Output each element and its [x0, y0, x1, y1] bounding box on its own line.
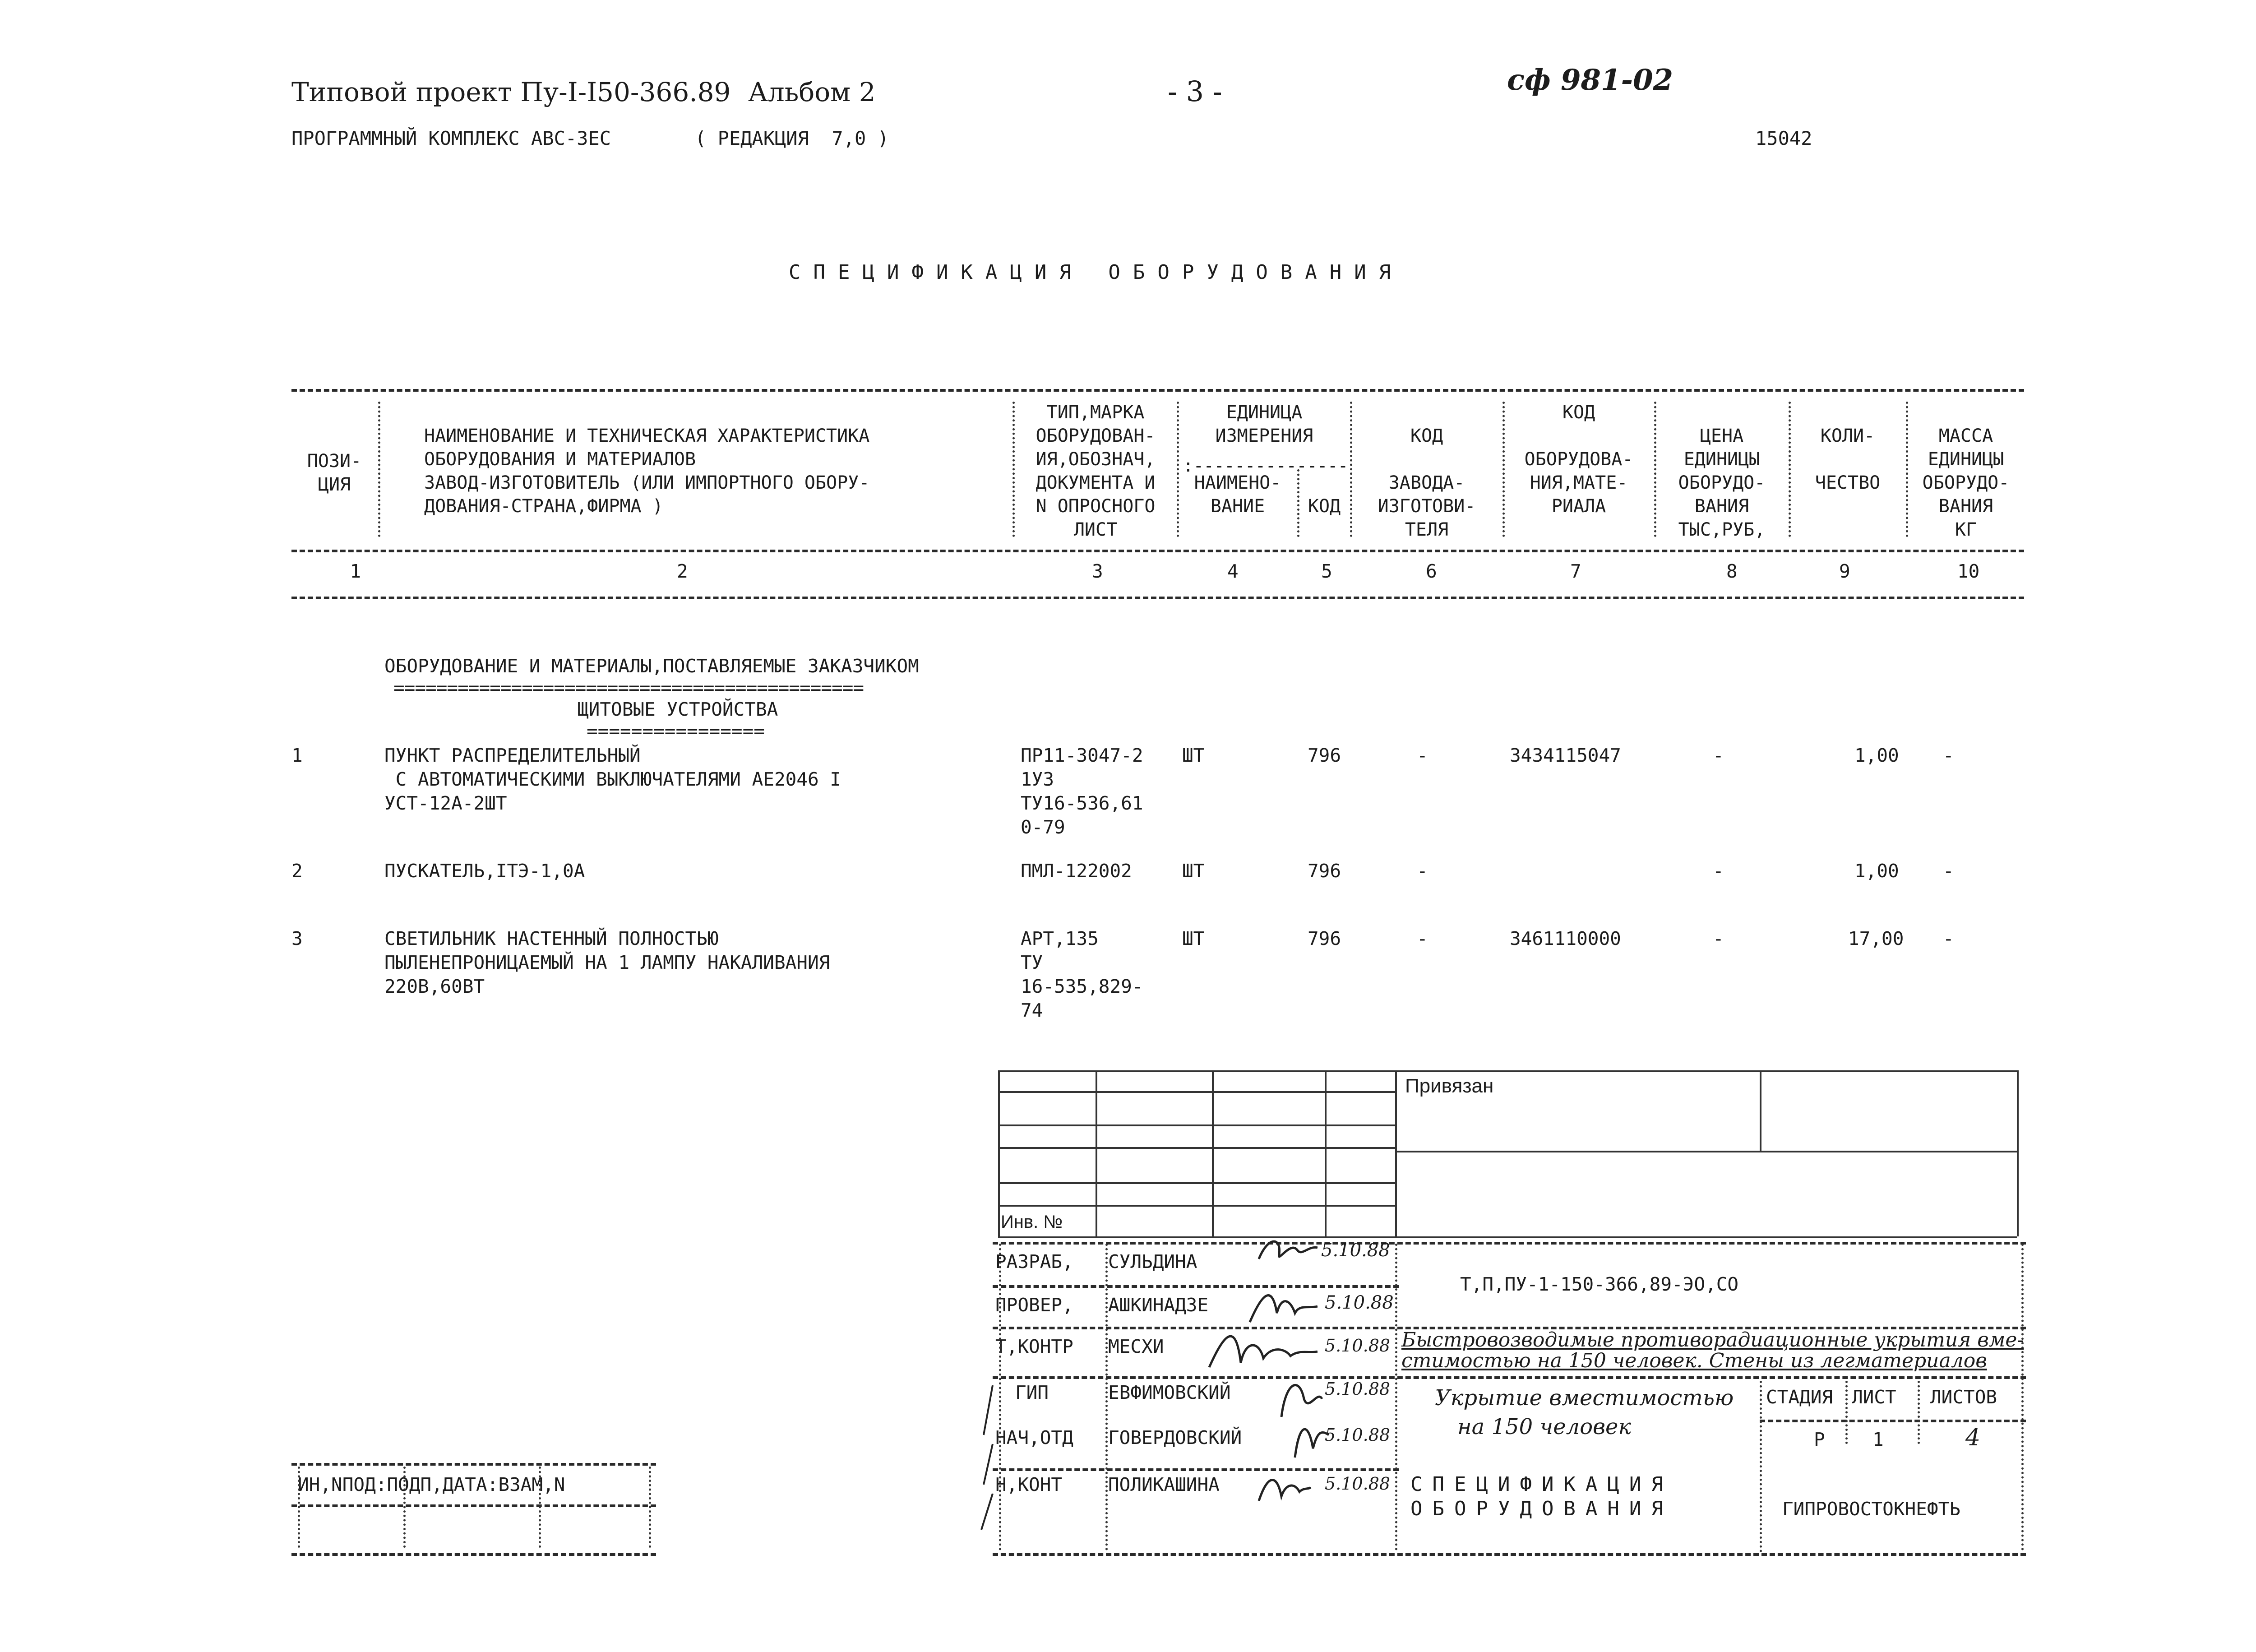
- tb-sheets-value: 4: [1965, 1424, 1981, 1451]
- col-position-header: ПОЗИ- ЦИЯ: [307, 451, 362, 495]
- left-rule: [291, 1463, 656, 1466]
- tb-sheets-label: ЛИСТОВ: [1930, 1386, 1997, 1408]
- col-sep: [378, 402, 380, 537]
- col-number: 3: [1092, 560, 1103, 582]
- tb-organization: ГИПРОВОСТОКНЕФТЬ: [1782, 1498, 1960, 1520]
- grid-line: [998, 1182, 1395, 1184]
- col-maker-code-header: КОД ЗАВОДА- ИЗГОТОВИ- ТЕЛЯ: [1378, 426, 1476, 540]
- tb-doc-code: Т,П,ПУ-1-150-366,89-ЭО,СО: [1460, 1273, 1739, 1295]
- tb-role: РАЗРАБ,: [995, 1251, 1073, 1273]
- item-mass: -: [1943, 860, 1954, 882]
- grid-line: [998, 1070, 1000, 1236]
- col-number: 2: [677, 560, 688, 582]
- item-type: ПР11-3047-2 1У3 ТУ16-536,61 0-79: [1021, 745, 1143, 838]
- tb-sep: [1918, 1381, 1920, 1444]
- col-number: 10: [1957, 560, 1980, 582]
- section-supplied-underline: ============================================: [393, 677, 864, 699]
- item-unit-code: 796: [1308, 928, 1341, 949]
- item-type: АРТ,135 ТУ 16-535,829- 74: [1021, 928, 1143, 1021]
- header-top-rule: [291, 389, 2024, 392]
- item-name: ПУСКАТЕЛЬ,IТЭ-1,0А: [384, 860, 585, 882]
- item-qty: 17,00: [1848, 928, 1904, 949]
- left-block-labels: ИН,NПОД:ПОДП,ДАТА:ВЗАМ,N: [298, 1474, 565, 1495]
- signature-tkontr: [1200, 1322, 1322, 1376]
- tb-desc-line2: стимостью на 150 человек. Стены из легматериалов: [1401, 1349, 1987, 1372]
- col-sep: [1012, 402, 1015, 537]
- left-sep: [403, 1467, 406, 1548]
- tb-name: МЕСХИ: [1108, 1336, 1164, 1357]
- tb-date: 5.10.88: [1325, 1336, 1391, 1356]
- col-number: 5: [1321, 560, 1332, 582]
- tb-rule: [1760, 1420, 2026, 1422]
- tb-sep: [1760, 1381, 1762, 1552]
- tb-rule: [993, 1285, 1399, 1288]
- col-number: 4: [1227, 560, 1239, 582]
- item-maker-code: -: [1417, 928, 1428, 949]
- item-mass: -: [1943, 745, 1954, 766]
- tb-stage-value: Р: [1814, 1429, 1825, 1450]
- tb-name: ГОВЕРДОВСКИЙ: [1108, 1427, 1242, 1448]
- item-qty: 1,00: [1854, 860, 1899, 882]
- col-price-header: ЦЕНА ЕДИНИЦЫ ОБОРУДО- ВАНИЯ ТЫС,РУБ,: [1678, 426, 1766, 540]
- page-number: - 3 -: [1168, 75, 1222, 108]
- album-label: Альбом 2: [748, 77, 876, 107]
- left-sep: [539, 1467, 541, 1548]
- tb-date: 5.10.88: [1325, 1292, 1394, 1313]
- tb-role: ПРОВЕР,: [995, 1294, 1073, 1316]
- grid-line: [1096, 1070, 1097, 1236]
- item-name: СВЕТИЛЬНИК НАСТЕННЫЙ ПОЛНОСТЬЮ ПЫЛЕНЕПРОНИЦАЕМЫЙ НА 1 ЛАМПУ НАКАЛИВАНИЯ 220В,60ВТ: [384, 928, 830, 997]
- col-name-header: НАИМЕНОВАНИЕ И ТЕХНИЧЕСКАЯ ХАРАКТЕРИСТИКА ОБОРУДОВАНИЯ И МАТЕРИАЛОВ ЗАВОД-ИЗГОТОВИТЕЛЬ (ИЛИ ИМПОРТНОГО ОБОРУ- ДОВАНИЯ-СТРАНА,ФИРМА ): [424, 426, 870, 517]
- tb-rule: [993, 1553, 2026, 1556]
- grid-line: [1395, 1151, 2017, 1152]
- item-name: ПУНКТ РАСПРЕДЕЛИТЕЛЬНЫЙ С АВТОМАТИЧЕСКИМИ ВЫКЛЮЧАТЕЛЯМИ АЕ2046 I УСТ-12А-2ШТ: [384, 745, 841, 814]
- tb-sheet-label: ЛИСТ: [1852, 1386, 1896, 1408]
- item-type: ПМЛ-122002: [1021, 860, 1132, 882]
- project-title: Типовой проект Пу-I-I50-366.89: [291, 77, 731, 107]
- software-label: ПРОГРАММНЫЙ КОМПЛЕКС АВС-3ЕС: [291, 127, 611, 149]
- doc-code: 15042: [1755, 127, 1812, 149]
- col-number: 7: [1570, 560, 1581, 582]
- grid-line: [1325, 1070, 1327, 1236]
- grid-line: [998, 1236, 2017, 1238]
- grid-line: [998, 1091, 1395, 1093]
- margin-stroke: [975, 1381, 1002, 1534]
- tb-role: Н,КОНТ: [995, 1474, 1063, 1495]
- tb-role: НАЧ,ОТД: [995, 1427, 1073, 1448]
- item-price: -: [1713, 928, 1724, 949]
- tb-role: ГИП: [1015, 1382, 1049, 1403]
- item-unit: ШТ: [1182, 860, 1205, 882]
- item-qty: 1,00: [1854, 745, 1899, 766]
- grid-line: [1395, 1070, 1397, 1236]
- tb-date: 5.10.88: [1325, 1425, 1391, 1445]
- unit-divider: :---------------: [1183, 456, 1349, 476]
- tb-role: Т,КОНТР: [995, 1336, 1073, 1357]
- item-mass: -: [1943, 928, 1954, 949]
- item-position: 2: [291, 860, 303, 882]
- grid-line: [998, 1070, 2017, 1072]
- left-sep: [649, 1467, 651, 1548]
- item-maker-code: -: [1417, 860, 1428, 882]
- col-number: 8: [1726, 560, 1738, 582]
- tb-stage-label: СТАДИЯ: [1766, 1386, 1833, 1408]
- item-unit-code: 796: [1308, 860, 1341, 882]
- tb-object-line2: на 150 человек: [1457, 1414, 1632, 1439]
- grid-line: [998, 1205, 1395, 1207]
- tb-rule: [993, 1242, 2026, 1245]
- left-rule: [291, 1504, 656, 1507]
- tb-sep: [1105, 1244, 1108, 1550]
- tb-date: 5.10.88: [1321, 1240, 1390, 1261]
- item-equip-code: 3461110000: [1510, 928, 1621, 949]
- signature-nachotd: [1290, 1412, 1331, 1462]
- header-bottom-rule: [291, 550, 2024, 552]
- col-mass-header: МАССА ЕДИНИЦЫ ОБОРУДО- ВАНИЯ КГ: [1922, 426, 2010, 540]
- section-panel: ЩИТОВЫЕ УСТРОЙСТВА: [578, 699, 778, 720]
- section-panel-underline: ================: [587, 720, 765, 742]
- item-unit-code: 796: [1308, 745, 1341, 766]
- left-sep: [298, 1467, 300, 1548]
- grid-line: [1212, 1070, 1214, 1236]
- tb-date: 5.10.88: [1325, 1379, 1391, 1399]
- col-equip-code-header: КОД ОБОРУДОВА- НИЯ,МАТЕ- РИАЛА: [1524, 402, 1633, 517]
- grid-line: [998, 1147, 1395, 1149]
- grid-line: [998, 1124, 1395, 1126]
- tb-sep: [1845, 1381, 1848, 1444]
- item-price: -: [1713, 860, 1724, 882]
- signature-razrab: [1254, 1232, 1322, 1273]
- tb-doc-title-1: СПЕЦИФИКАЦИЯ: [1410, 1473, 1673, 1496]
- tb-name: АШКИНАДЗЕ: [1108, 1294, 1209, 1316]
- column-number-rule: [291, 597, 2024, 599]
- item-unit: ШТ: [1182, 928, 1205, 949]
- tb-name: ПОЛИКАШИНА: [1108, 1474, 1220, 1495]
- tb-desc-line1: Быстровозводимые противорадиационные укрытия вме-: [1401, 1328, 2024, 1351]
- grid-line: [2017, 1070, 2019, 1236]
- tb-rule: [993, 1376, 2026, 1379]
- tb-sep: [1395, 1244, 1397, 1550]
- item-position: 1: [291, 745, 303, 766]
- edition-label: ( РЕДАКЦИЯ 7,0 ): [695, 127, 889, 149]
- col-type-header: ТИП,МАРКА ОБОРУДОВАН- ИЯ,ОБОЗНАЧ, ДОКУМЕНТА И N ОПРОСНОГО ЛИСТ: [1036, 402, 1156, 540]
- col-unit-group-header: ЕДИНИЦА ИЗМЕРЕНИЯ: [1215, 402, 1313, 446]
- tb-sep: [2021, 1244, 2024, 1550]
- item-maker-code: -: [1417, 745, 1428, 766]
- col-number: 6: [1426, 560, 1437, 582]
- attached-label: Привязан: [1405, 1075, 1494, 1097]
- tb-object-line1: Укрытие вместимостью: [1435, 1385, 1734, 1411]
- col-unit-code-header: КОД: [1308, 496, 1341, 517]
- item-unit: ШТ: [1182, 745, 1205, 766]
- grid-line: [1760, 1070, 1761, 1151]
- tb-rule: [993, 1468, 1399, 1471]
- col-number: 1: [350, 560, 361, 582]
- left-rule: [291, 1553, 656, 1556]
- tb-name: ЕВФИМОВСКИЙ: [1108, 1382, 1231, 1403]
- tb-sheet-value: 1: [1872, 1429, 1884, 1450]
- section-supplied: ОБОРУДОВАНИЕ И МАТЕРИАЛЫ,ПОСТАВЛЯЕМЫЕ ЗАКАЗЧИКОМ: [384, 655, 919, 677]
- col-unit-name-header: НАИМЕНО- ВАНИЕ: [1194, 472, 1281, 517]
- archive-stamp: сф 981-02: [1507, 63, 1674, 97]
- item-position: 3: [291, 928, 303, 949]
- item-equip-code: 3434115047: [1510, 745, 1621, 766]
- tb-doc-title-2: ОБОРУДОВАНИЯ: [1410, 1497, 1673, 1520]
- page-title: СПЕЦИФИКАЦИЯ ОБОРУДОВАНИЯ: [789, 261, 1404, 284]
- item-price: -: [1713, 745, 1724, 766]
- signature-nkont: [1254, 1465, 1313, 1505]
- tb-date: 5.10.88: [1325, 1474, 1391, 1494]
- tb-name: СУЛЬДИНА: [1108, 1251, 1197, 1273]
- inventory-label: Инв. №: [1001, 1212, 1063, 1232]
- col-number: 9: [1839, 560, 1850, 582]
- col-qty-header: КОЛИ- ЧЕСТВО: [1815, 426, 1881, 493]
